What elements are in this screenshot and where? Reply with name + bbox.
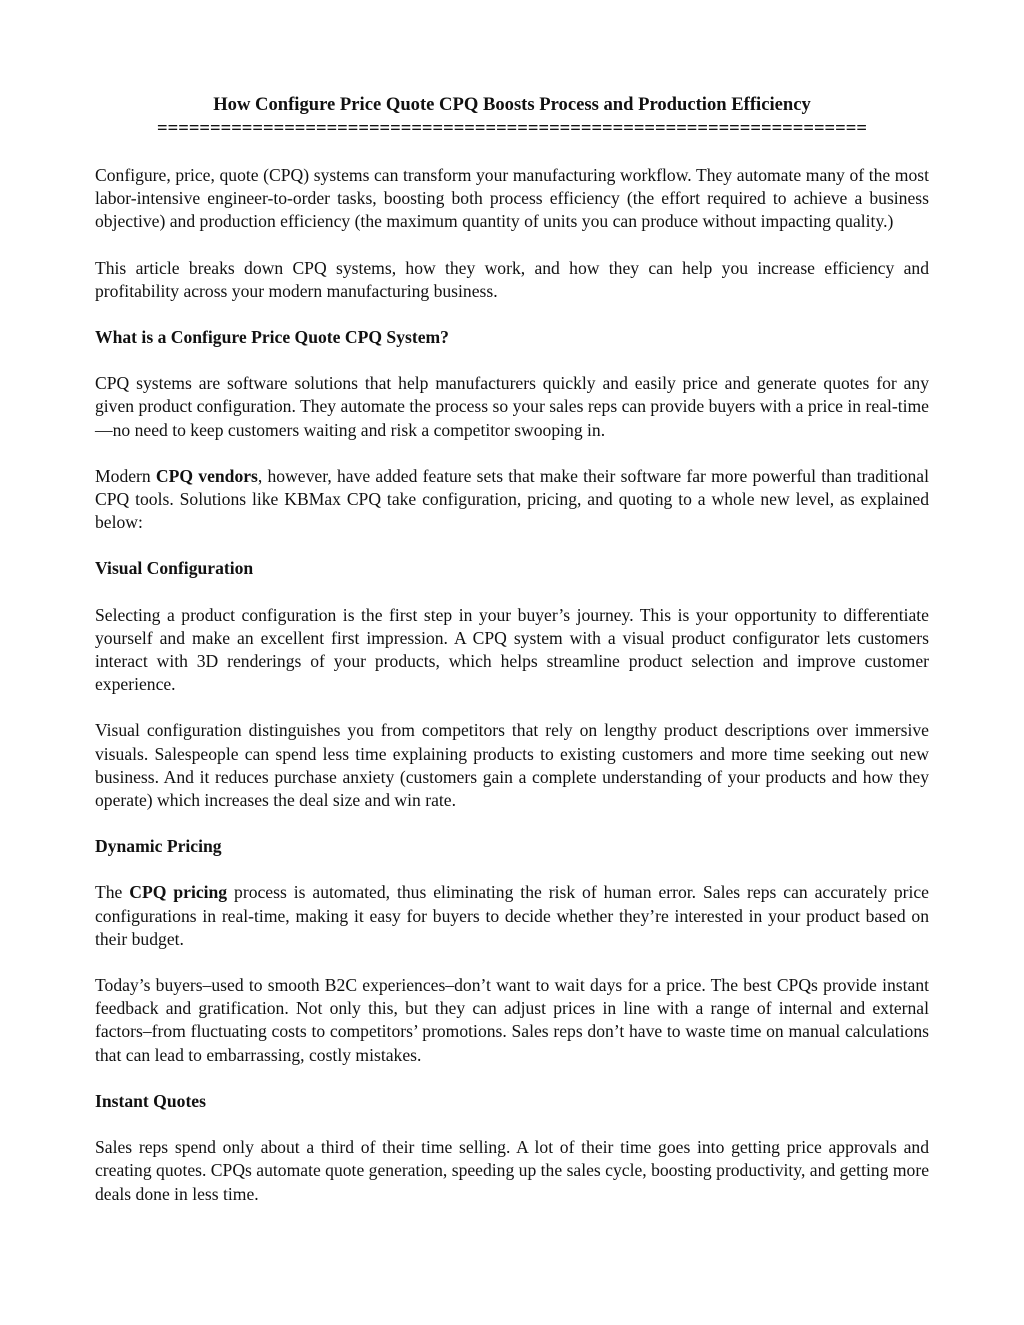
section-2-paragraph-1: Selecting a product configuration is the first step in your buyer’s journey. This is your opportunity to differentiate yourself and make an excellent first impression. A CPQ system with a visual product configurator lets customers interact with 3D renderings of your products, which helps streamline product selection and improve customer experience. [95, 604, 929, 695]
section-heading-dynamic-pricing: Dynamic Pricing [95, 836, 222, 857]
cpq-pricing-link[interactable]: CPQ pricing [129, 882, 228, 903]
section-heading-instant-quotes: Instant Quotes [95, 1090, 206, 1111]
section-1-paragraph-1: CPQ systems are software solutions that help manufacturers quickly and easily price and generate quotes for any given product configuration. They automate the process so your sales reps can provide buyers with a price in real-time—no need to keep customers waiting and risk a competitor swooping in. [95, 373, 929, 440]
text-run: , however, have added feature sets that make their software far more powerful than traditional CPQ tools. Solutions like KBMax CPQ take configuration, pricing, and quoting to a whole new level, as explained below: [95, 465, 930, 533]
text-run: The [95, 882, 130, 903]
section-heading-cpq-system: What is a Configure Price Quote CPQ System? [95, 327, 449, 348]
title-underline-rule: =================================================================== [157, 120, 867, 138]
section-1-paragraph-2 [95, 465, 929, 535]
text-run: process is automated, thus eliminating the risk of human error. Sales reps can accurately price configurations in real-time, making it easy for buyers to decide whether they’re interested in your product based on their budget. [95, 882, 929, 949]
section-4-paragraph-1: Sales reps spend only about a third of their time selling. A lot of their time goes into getting price approvals and creating quotes. CPQs automate quote generation, speeding up the sales cycle, boosting productivity, and getting more deals done in less time. [95, 1137, 929, 1204]
cpq-vendors-link[interactable]: CPQ vendors [155, 465, 258, 486]
intro-paragraph-1: Configure, price, quote (CPQ) systems can transform your manufacturing workflow. They automate many of the most labor-intensive engineer-to-order tasks, boosting both process efficiency (the effort required to achieve a business objective) and production efficiency (the maximum quantity of units you can produce without impacting quality.) [95, 165, 929, 232]
document-page [95, 92, 929, 1206]
section-3-paragraph-1 [95, 881, 929, 951]
text-run: Modern [95, 465, 156, 486]
section-3-paragraph-2: Today’s buyers–used to smooth B2C experiences–don’t want to wait days for a price. The best CPQs provide instant feedback and gratification. Not only this, but they can adjust prices in line with a range of internal and external factors–from fluctuating costs to competitors’ promotions. Sales reps don’t have to waste time on manual calculations that can lead to embarrassing, costly mistakes. [95, 975, 929, 1065]
intro-paragraph-2: This article breaks down CPQ systems, how they work, and how they can help you increase efficiency and profitability across your modern manufacturing business. [95, 257, 929, 301]
document-title: How Configure Price Quote CPQ Boosts Process and Production Efficiency [213, 94, 811, 115]
section-2-paragraph-2: Visual configuration distinguishes you from competitors that rely on lengthy product descriptions over immersive visuals. Salespeople can spend less time explaining products to existing customers and more time seeking out new business. And it reduces purchase anxiety (customers gain a complete understanding of your products and how they operate) which increases the deal size and win rate. [95, 720, 929, 811]
section-heading-visual-configuration: Visual Configuration [95, 558, 254, 579]
